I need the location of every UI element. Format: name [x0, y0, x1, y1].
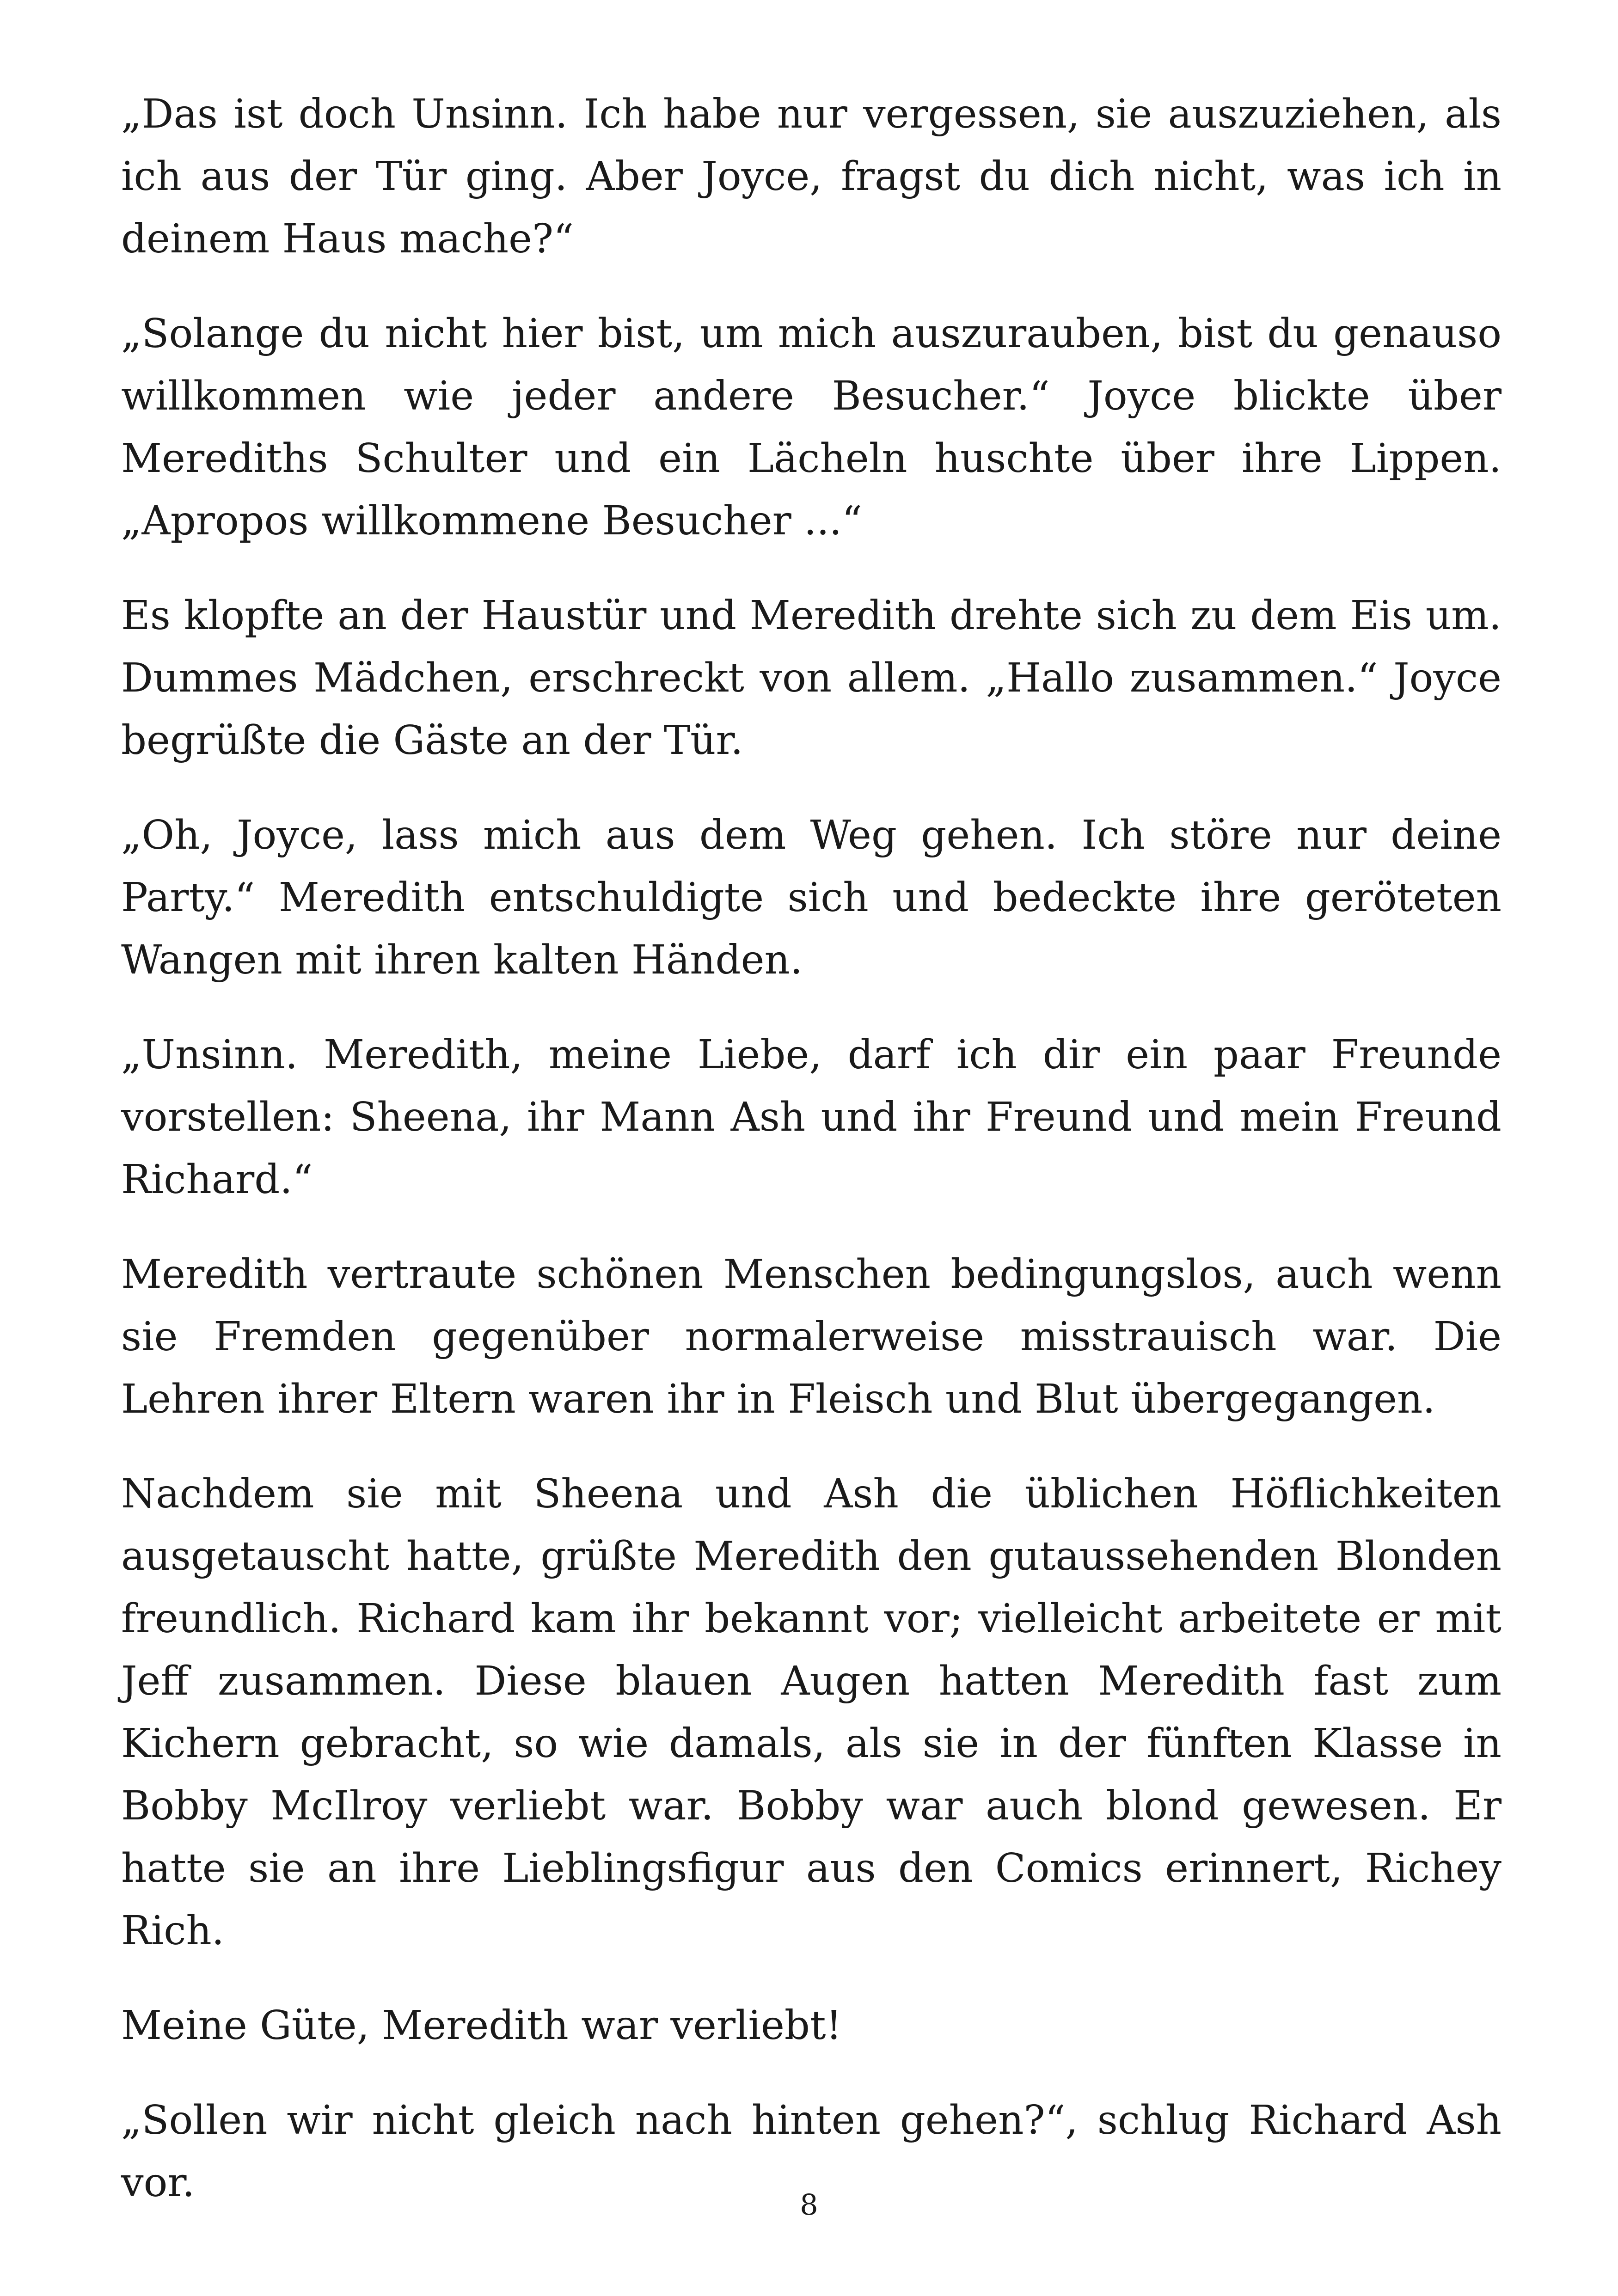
paragraph: Meredith vertraute schönen Menschen bedingungslos, auch wenn sie Fremden gegenüber normalerweise misstrauisch war. Die Lehren ihrer Eltern waren ihr in Fleisch und Blut übergegangen. [121, 1251, 1502, 1422]
paragraph: Meine Güte, Meredith war verliebt! [121, 2002, 842, 2049]
paragraph: „Das ist doch Unsinn. Ich habe nur vergessen, sie auszuziehen, als ich aus der Tür ging. Aber Joyce, fragst du dich nicht, was ich in deinem Haus mache?“ [121, 91, 1502, 262]
page-body [121, 83, 1502, 2247]
paragraph: „Sollen wir nicht gleich nach hinten gehen?“, schlug Richard Ash vor. [121, 2097, 1502, 2206]
paragraph: Nachdem sie mit Sheena und Ash die üblichen Höflichkeiten ausgetauscht hatte, grüßte Meredith den gutaussehenden Blonden freundlich. Richard kam ihr bekannt vor; vielleicht arbeitete er mit Jeff zusammen. Diese blauen Augen hatten Meredith fast zum Kichern gebracht, so wie damals, als sie in der fünften Klasse in Bobby McIlroy verliebt war. Bobby war auch blond gewesen. Er hatte sie an ihre Lieblingsfigur aus den Comics erinnert, Richey Rich. [121, 1471, 1502, 1954]
paragraph: „Unsinn. Meredith, meine Liebe, darf ich dir ein paar Freunde vorstellen: Sheena, ihr Mann Ash und ihr Freund und mein Freund Richard.“ [121, 1032, 1502, 1203]
paragraph: Es klopfte an der Haustür und Meredith drehte sich zu dem Eis um. Dummes Mädchen, erschreckt von allem. „Hallo zusammen.“ Joyce begrüßte die Gäste an der Tür. [121, 593, 1502, 764]
paragraph: „Oh, Joyce, lass mich aus dem Weg gehen. Ich störe nur deine Party.“ Meredith entschuldigte sich und bedeckte ihre geröteten Wangen mit ihren kalten Händen. [121, 812, 1502, 983]
page-number: 8 [800, 2188, 818, 2222]
paragraph: „Solange du nicht hier bist, um mich auszurauben, bist du genauso willkommen wie jeder andere Besucher.“ Joyce blickte über Merediths Schulter und ein Lächeln huschte über ihre Lippen. „Apropos willkommene Besucher ...“ [121, 311, 1502, 544]
